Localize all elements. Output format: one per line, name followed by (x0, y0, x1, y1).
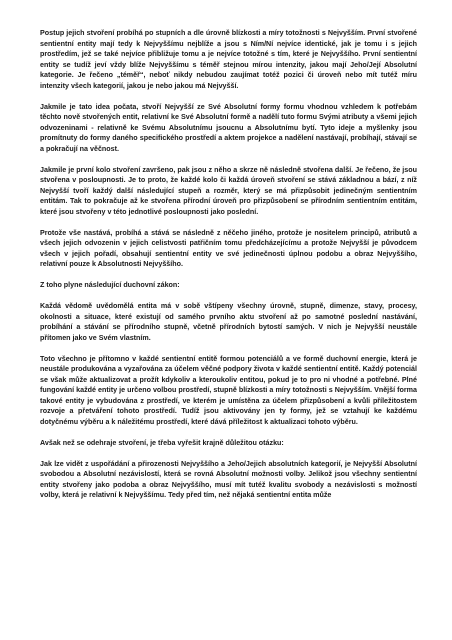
paragraph-heading: Z toho plyne následující duchovní zákon: (40, 281, 180, 289)
paragraph: Postup jejich stvoření probíhá po stupních a dle úrovně blízkosti a míry totožnosti s Nejvyšším. První stvořené sentientní entity mají tedy k Nejvyššímu nejblíže a jsou s Ním/Ní nejvíce identické, jak je tomu i s jejich prostředím, jež se také nejvíce přibližuje tomu a je nejvíce totožné s tím, které je Nejvyššího. První sentientní entity se tudíž jeví vždy blíže Nejvyššímu s téměř stejnou mírou intenzity, jakou mají Jeho/Její Absolutní kategorie. Je řečeno „téměř“, neboť nikdy nebudou zaujímat totéž pozici či úroveň nebo mít tutéž míru intenzity všech kategorií, jakou je nebo jakou má Nejvyšší. (40, 29, 417, 90)
paragraph: Jakmile je tato idea počata, stvoří Nejvyšší ze Své Absolutní formy formu vhodnou vzhledem k potřebám těchto nově stvořených entit, relativní ke Své Absolutní formě a nadělí tuto formu Svými atributy a všemi jejich odvozeninami - relativně ke Svému Absolutnímu jsoucnu a Absolutnímu bytí. Tyto ideje a myšlenky jsou promítnuty do formy daného specifického prostředí a aktem projekce a nadělení nastávají, probíhají, stávají se a pokračují na věčnost. (40, 102, 417, 153)
paragraph-heading: Avšak než se odehraje stvoření, je třeba vyřešit krajně důležitou otázku: (40, 438, 284, 447)
paragraph: Protože vše nastává, probíhá a stává se následně z něčeho jiného, protože je nositelem principů, atributů a všech jejich odvozenin v jejich celistvosti patřičním tomu předcházejícímu a protože Nejvyšší je původcem všech v jejich pořadí, obsahují sentientní entity ve své jedinečnosti úplnou podobu a obraz Nejvyššího, relativní pouze k Absolutnosti Nejvyššího. (40, 228, 417, 268)
paragraph: Jak lze vidět z uspořádání a přirozenosti Nejvyššího a Jeho/Jejich absolutních kategorií, je Nejvyšší Absolutní svobodou a Absolutní nezávislostí, která se rovná Absolutní možnosti volby. Jelikož jsou všechny sentientní entity stvořeny jako podoba a obraz Nejvyššího, musí mít tutéž kvalitu svobody a nezávislosti s možností volby, která je relativní k Nejvyššímu. Tedy před tím, než nějaká sentientní entita může (40, 459, 417, 499)
paragraph: Jakmile je první kolo stvoření završeno, pak jsou z něho a skrze ně následně stvořena další. Je řečeno, že jsou stvořena v posloupnosti. Je to proto, že každé kolo či každá úroveň stvoření se stává základnou a bází, z níž Nejvyšší tvoří každý další následující stupeň a rozměr, který se má přizpůsobit jedinečným sentientním entitám. Tak to pokračuje až ke stvořena přírodní úroveň pro přizpůsobení se přírodním sentientním entitám, které jsou stvořeny v této jednotlivé posloupnosti jako poslední. (40, 165, 417, 216)
document-page (40, 28, 417, 628)
paragraph: Toto všechno je přítomno v každé sentientní entitě formou potenciálů a ve formě duchovní energie, která je neustále produkována a vyzařována za účelem věčné podpory života v každé sentientní entitě. Každý potenciál se však může aktualizovat a prožít kdykoliv a kteroukoliv entitou, pokud je to pro ni vhodné a potřebné. Plné fungování každé entity je určeno volbou prostředí, stupně blízkosti a míry totožnosti s Nejvyšším. Vnější forma takové entity je vybudována z prostředí, ve kterém je umístěna za účelem přizpůsobení a kvůli příležitostem rozvoje a přetváření tohoto prostředí. Tudíž jsou aktivovány jen ty formy, jež se vztahují ke každému dotyčnému výběru a k náležitému prostředí, které dává příležitost k aktualizaci tohoto výběru. (40, 354, 417, 426)
paragraph: Každá vědomě uvědomělá entita má v sobě vštípeny všechny úrovně, stupně, dimenze, stavy, procesy, okolnosti a situace, které existují od samého prvního aktu stvoření až po samotné poslední nastávání, probíhání a stávání se přírodního stupně, včetně přírodních bytostí samých. V nich je Nejvyšší neustále přítomen jako ve Svém vlastním. (40, 302, 417, 342)
